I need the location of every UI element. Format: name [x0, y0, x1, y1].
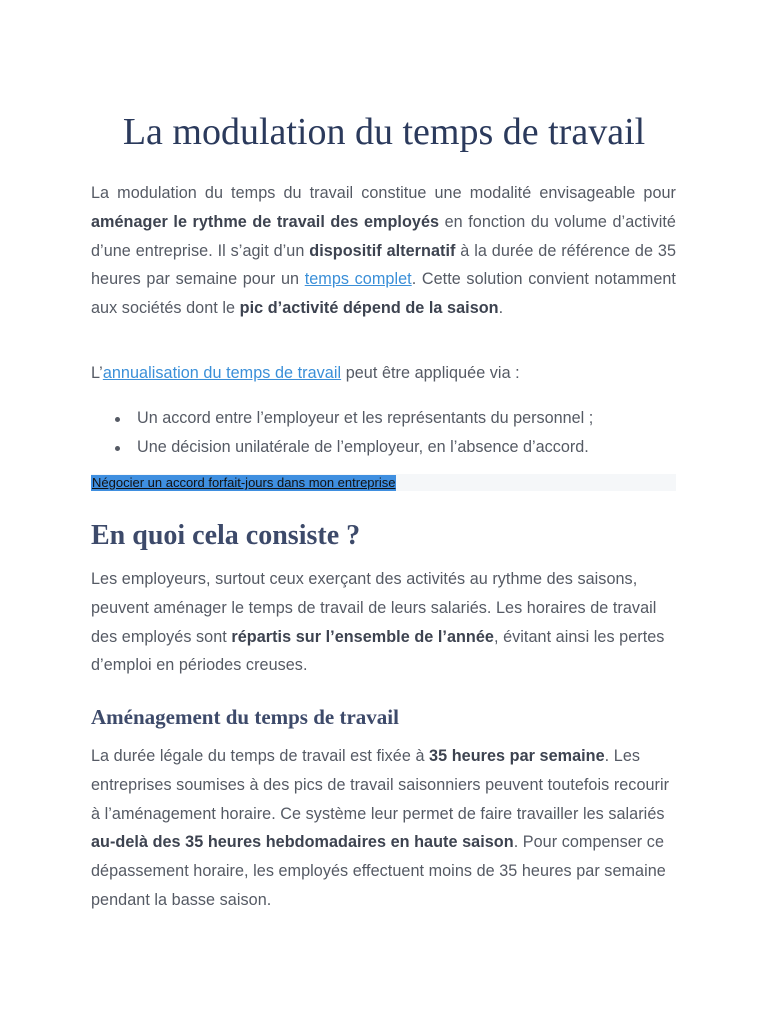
annual-text-2: peut être appliquée via :: [341, 364, 520, 382]
consiste-text-2: , évitant ainsi les pertes d’emploi en périodes creuses.: [91, 627, 665, 675]
amenagement-text-1: La durée légale du temps de travail est fixée à: [91, 747, 430, 765]
options-list: [91, 404, 676, 462]
section-heading: En quoi cela consiste ?: [91, 520, 361, 551]
intro-text-5: .: [498, 299, 504, 318]
annualisation-link[interactable]: annualisation du temps de travail: [102, 364, 342, 382]
intro-paragraph: [91, 179, 676, 323]
forfait-jours-link[interactable]: Négocier un accord forfait-jours dans mon entreprise: [92, 475, 396, 490]
intro-bold-3: pic d’activité dépend de la saison: [239, 299, 499, 318]
intro-text-1: La modulation du temps du travail constitue une modalité envisageable pour: [91, 184, 676, 202]
consiste-bold-1: répartis sur l’ensemble de l’année: [231, 627, 494, 646]
intro-bold-1: aménager le rythme de travail des employés: [91, 212, 440, 231]
subsection-heading: Aménagement du temps de travail: [91, 705, 399, 729]
intro-text-2: en fonction du volume d’activité d’une entreprise. Il s’agit d’un: [91, 212, 676, 260]
page-title: La modulation du temps de travail: [122, 111, 646, 153]
cta-banner: [91, 474, 676, 491]
intro-text-3: à la durée de référence de 35 heures par semaine pour un: [91, 241, 676, 289]
annual-text-1: L’: [91, 364, 103, 382]
intro-text-4: . Cette solution convient notamment aux sociétés dont le: [91, 270, 676, 318]
amenagement-bold-2: au-delà des 35 heures hebdomadaires en haute saison: [91, 833, 514, 852]
list-item: Une décision unilatérale de l’employeur, en l’absence d’accord.: [91, 433, 676, 462]
amenagement-paragraph: [91, 742, 676, 915]
amenagement-text-2: . Les entreprises soumises à des pics de travail saisonniers peuvent toutefois recourir à l’aménagement horaire. Ce système leur permet de faire travailler les salariés: [91, 747, 670, 823]
consiste-paragraph: [91, 565, 676, 680]
annualisation-paragraph: [91, 359, 676, 388]
intro-bold-2: dispositif alternatif: [309, 241, 456, 260]
amenagement-text-3: . Pour compenser ce dépassement horaire, les employés effectuent moins de 35 heures par semaine pendant la basse saison.: [91, 833, 666, 909]
amenagement-bold-1: 35 heures par semaine: [429, 747, 605, 765]
consiste-text-1: Les employeurs, surtout ceux exerçant des activités au rythme des saisons, peuvent aménager le temps de travail de leurs salariés. Les horaires de travail des employés sont: [91, 570, 657, 646]
list-item: Un accord entre l’employeur et les représentants du personnel ;: [91, 404, 676, 433]
temps-complet-link[interactable]: temps complet: [304, 270, 412, 289]
